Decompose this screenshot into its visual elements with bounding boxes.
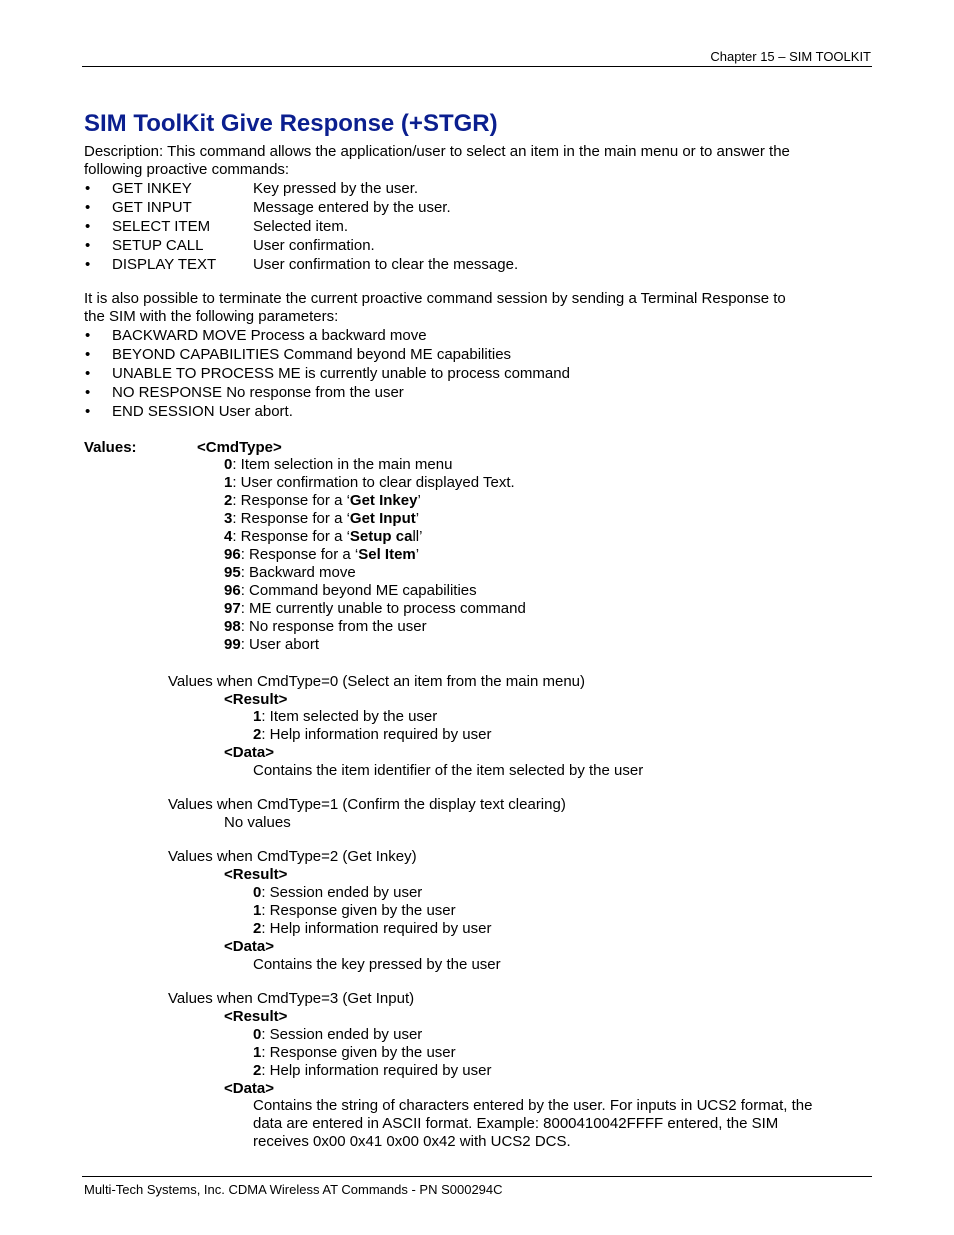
bullet-icon: • [85,327,91,344]
bullet-icon: • [85,256,91,273]
command-name: DISPLAY TEXT [112,256,217,273]
command-desc: Selected item. [253,218,349,235]
bullet-icon: • [85,199,91,216]
data-label: <Data> [224,938,275,955]
result-item: 1: Response given by the user [253,902,456,919]
footer-text: Multi-Tech Systems, Inc. CDMA Wireless AT Commands - PN S000294C [84,1182,503,1197]
data-text: Contains the key pressed by the user [253,956,501,973]
result-label: <Result> [224,691,288,708]
param-text: END SESSION User abort. [112,403,293,420]
command-desc: Key pressed by the user. [253,180,419,197]
command-desc: User confirmation. [253,237,375,254]
data-text-line: Contains the string of characters entered by the user. For inputs in UCS2 format, the [253,1097,813,1114]
result-item: 1: Response given by the user [253,1044,456,1061]
param-text: BEYOND CAPABILITIES Command beyond ME capabilities [112,346,512,363]
command-name: GET INKEY [112,180,192,197]
cmdtype-item: 2: Response for a ‘Get Inkey’ [224,492,421,509]
data-text-line: receives 0x00 0x41 0x00 0x42 with UCS2 DCS. [253,1133,571,1150]
description-line-2: following proactive commands: [84,161,290,178]
data-label: <Data> [224,744,275,761]
data-text: Contains the item identifier of the item selected by the user [253,762,644,779]
command-name: SETUP CALL [112,237,204,254]
cmdtype-item: 4: Response for a ‘Setup call’ [224,528,423,545]
data-text-line: data are entered in ASCII format. Example: 8000410042FFFF entered, the SIM [253,1115,779,1132]
terminate-line-1: It is also possible to terminate the current proactive command session by sending a Terminal Response to [84,290,786,307]
cmdtype-item: 97: ME currently unable to process command [224,600,526,617]
values-label: Values: [84,439,137,456]
param-text: UNABLE TO PROCESS ME is currently unable to process command [112,365,570,382]
cmdtype-param: <CmdType> [197,439,282,456]
cmdtype-item: 0: Item selection in the main menu [224,456,453,473]
result-item: 0: Session ended by user [253,1026,423,1043]
cmdtype-item: 96: Command beyond ME capabilities [224,582,477,599]
cmdtype-item: 95: Backward move [224,564,356,581]
result-item: 2: Help information required by user [253,1062,492,1079]
result-label: <Result> [224,866,288,883]
section-heading: Values when CmdType=1 (Confirm the display text clearing) [168,796,566,813]
cmdtype-item: 3: Response for a ‘Get Input’ [224,510,420,527]
section-note: No values [224,814,291,831]
param-text: BACKWARD MOVE Process a backward move [112,327,427,344]
bullet-icon: • [85,218,91,235]
section-heading: Values when CmdType=2 (Get Inkey) [168,848,417,865]
description-line-1: Description: This command allows the application/user to select an item in the main menu or to answer the [84,143,790,160]
bullet-icon: • [85,365,91,382]
page-title: SIM ToolKit Give Response (+STGR) [84,110,498,137]
cmdtype-item: 99: User abort [224,636,320,653]
section-heading: Values when CmdType=0 (Select an item from the main menu) [168,673,585,690]
bullet-icon: • [85,346,91,363]
terminate-line-2: the SIM with the following parameters: [84,308,339,325]
cmdtype-item: 1: User confirmation to clear displayed Text. [224,474,515,491]
result-label: <Result> [224,1008,288,1025]
footer-rule [82,1176,872,1177]
cmdtype-item: 98: No response from the user [224,618,427,635]
header-rule [82,66,872,67]
command-name: GET INPUT [112,199,192,216]
result-item: 1: Item selected by the user [253,708,438,725]
command-desc: Message entered by the user. [253,199,451,216]
data-label: <Data> [224,1080,275,1097]
bullet-icon: • [85,403,91,420]
result-item: 2: Help information required by user [253,920,492,937]
bullet-icon: • [85,384,91,401]
bullet-icon: • [85,237,91,254]
command-name: SELECT ITEM [112,218,211,235]
cmdtype-item: 96: Response for a ‘Sel Item’ [224,546,420,563]
command-desc: User confirmation to clear the message. [253,256,519,273]
param-text: NO RESPONSE No response from the user [112,384,404,401]
result-item: 0: Session ended by user [253,884,423,901]
bullet-icon: • [85,180,91,197]
section-heading: Values when CmdType=3 (Get Input) [168,990,415,1007]
result-item: 2: Help information required by user [253,726,492,743]
chapter-header: Chapter 15 – SIM TOOLKIT [710,49,871,64]
